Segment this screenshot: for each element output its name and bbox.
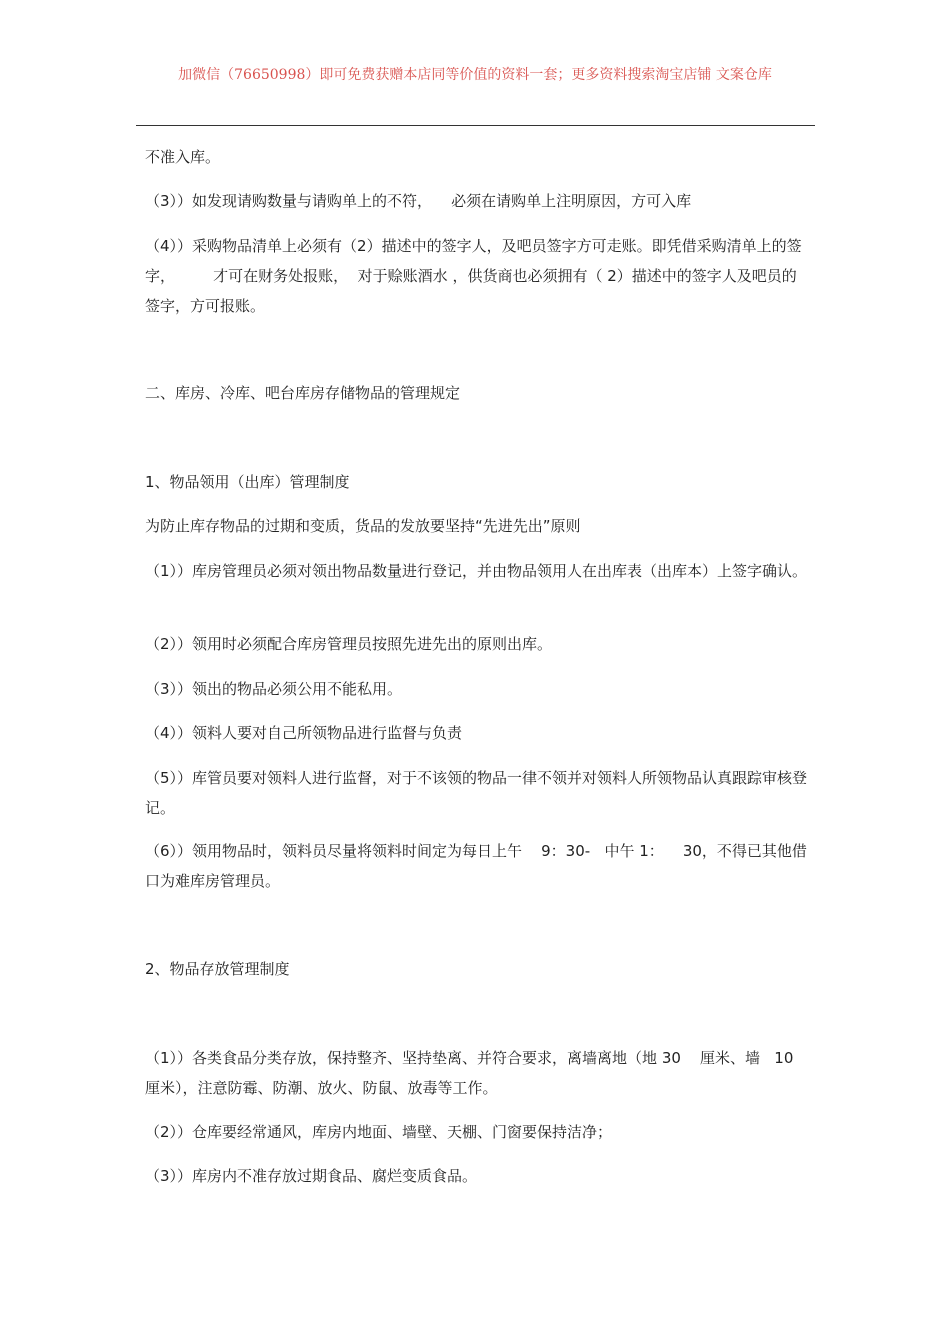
section-heading: 二、库房、冷库、吧台库房存储物品的管理规定	[145, 384, 461, 402]
rule-item-4: （4））领料人要对自己所领物品进行监督与负责	[145, 724, 463, 742]
promo-header: 加微信（76650998）即可免费获赠本店同等价值的资料一套；更多资料搜索淘宝店铺 文案仓库	[178, 67, 772, 83]
storage-item-1: （1））各类食品分类存放，保持整齐、坚持垫离、并符合要求，离墙离地（地 30 厘米、墙 10 厘米），注意防霉、防潮、放火、防鼠、放毒等工作。	[145, 1049, 803, 1097]
rule-item-1: （1））库房管理员必须对领出物品数量进行登记，并由物品领用人在出库表（出库本）上签字确认。	[145, 562, 808, 580]
paragraph-item-3: （3））如发现请购数量与请购单上的不符， 必须在请购单上注明原因，方可入库	[145, 192, 692, 210]
rule-item-6: （6））领用物品时，领料员尽量将领料时间定为每日上午 9：30- 中午 1： 30，不得已其他借口为难库房管理员。	[145, 842, 807, 890]
storage-item-2: （2））仓库要经常通风，库房内地面、墙壁、天棚、门窗要保持洁净；	[145, 1123, 613, 1141]
paragraph-item-4: （4））采购物品清单上必须有（2）描述中的签字人，及吧员签字方可走账。即凭借采购清单上的签字， 才可在财务处报账， 对于赊账酒水 ，供货商也必须拥有（ 2）描述中的签字人及吧员的签字，方可报账。	[145, 237, 802, 315]
subsection-heading-2: 2、物品存放管理制度	[145, 960, 290, 978]
rule-item-3: （3））领出的物品必须公用不能私用。	[145, 680, 403, 698]
subsection-heading-1: 1、物品领用（出库）管理制度	[145, 473, 350, 491]
rule-item-5: （5））库管员要对领料人进行监督，对于不该领的物品一律不领并对领料人所领物品认真跟踪审核登记。	[145, 769, 808, 817]
principle-text: 为防止库存物品的过期和变质，货品的发放要坚持“先进先出”原则	[145, 517, 581, 535]
paragraph-continuation: 不准入库。	[145, 148, 221, 166]
storage-item-3: （3））库房内不准存放过期食品、腐烂变质食品。	[145, 1167, 478, 1185]
header-divider	[136, 125, 815, 126]
rule-item-2: （2））领用时必须配合库房管理员按照先进先出的原则出库。	[145, 635, 553, 653]
